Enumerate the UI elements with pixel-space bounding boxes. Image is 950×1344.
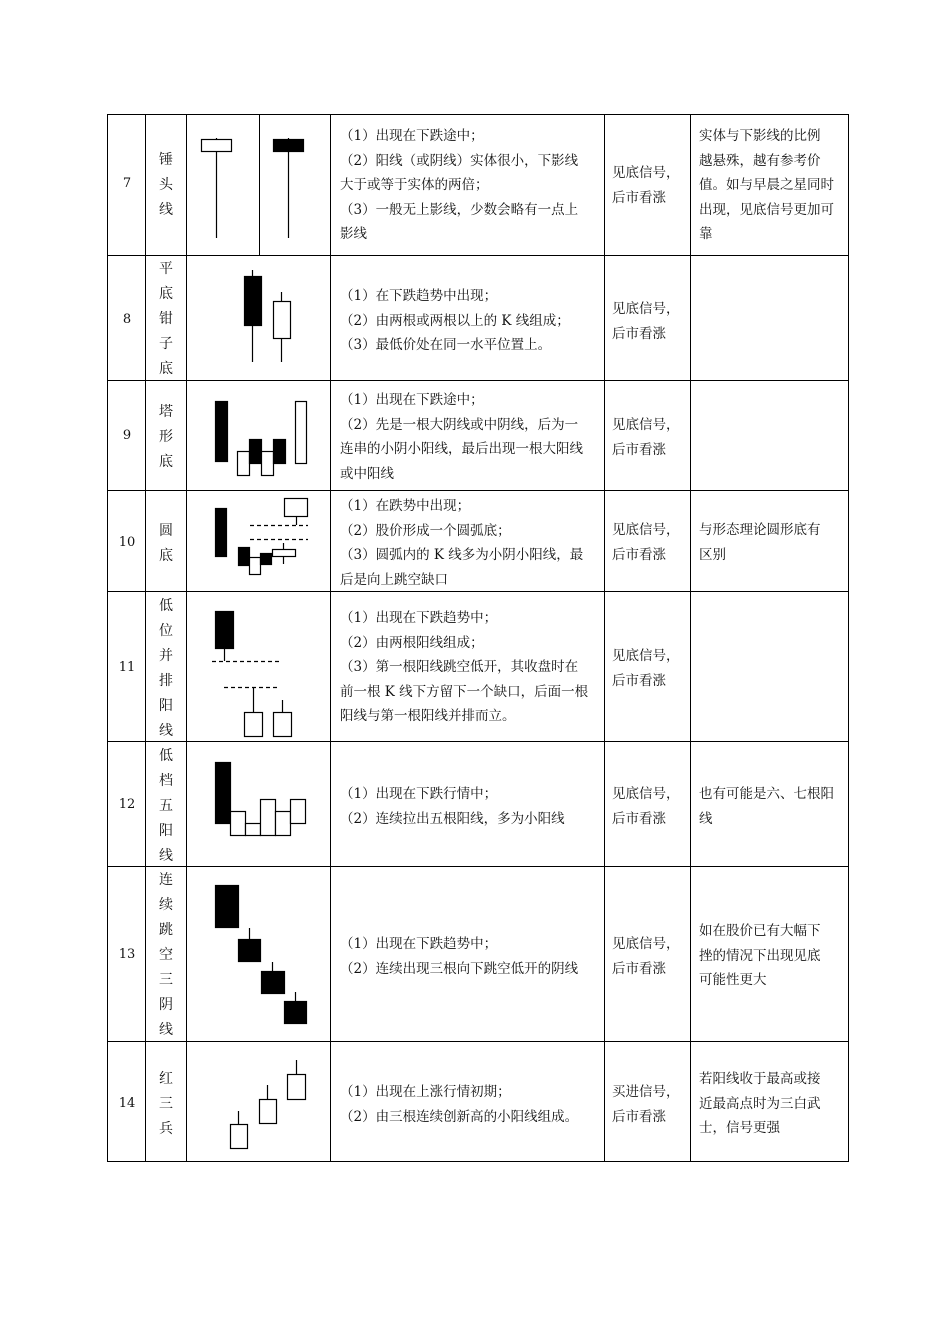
three-soldiers-diagram: [231, 1060, 306, 1149]
pattern-name: 连 续 跳 空 三 阴 线: [159, 872, 173, 1038]
pattern-note: 若阳线收于最高或接 近最高点时为三白武 士，信号更强: [699, 1071, 821, 1136]
pattern-conditions: （1）在下跌趋势中出现； （2）由两根或两根以上的 K 线组成； （3）最低价处在同一水平位置上。: [340, 288, 570, 353]
pattern-conditions: （1）出现在下跌行情中； （2）连续拉出五根阳线，多为小阳线: [340, 786, 565, 827]
pattern-conditions: （1）出现在下跌途中； （2）先是一根大阴线或中阴线，后为一 连串的小阴小阳线，最后出现一根大阳线 或中阳线: [340, 392, 583, 482]
row-number: 9: [122, 428, 132, 443]
pattern-name: 塔 形 底: [159, 404, 173, 470]
three-gap-down-bearish-diagram: [216, 886, 307, 1024]
pattern-conditions: （1）在跌势中出现； （2）股价形成一个圆弧底； （3）圆弧内的 K 线多为小阴小阳线，最 后是向上跳空缺口: [340, 498, 584, 588]
pattern-signal: 见底信号， 后市看涨: [612, 417, 680, 458]
pattern-signal: 见底信号， 后市看涨: [612, 648, 680, 689]
pattern-conditions: （1）出现在下跌趋势中； （2）由两根阳线组成； （3）第一根阳线跳空低开，其收盘时在 前一根 K 线下方留下一个缺口，后面一根 阳线与第一根阳线并排而立。: [340, 610, 589, 724]
pattern-conditions: （1）出现在下跌趋势中； （2）连续出现三根向下跳空低开的阴线: [340, 936, 579, 977]
pattern-name: 平 底 钳 子 底: [159, 261, 173, 377]
row-number: 12: [118, 797, 136, 812]
pattern-note: 如在股价已有大幅下 挫的情况下出现见底 可能性更大: [699, 923, 821, 988]
row-number: 14: [118, 1096, 136, 1111]
tweezer-bottom-diagram: [245, 270, 291, 362]
pattern-note: 也有可能是六、七根阳 线: [699, 786, 834, 827]
row-number: 10: [118, 535, 136, 550]
pattern-name: 低 位 并 排 阳 线: [159, 598, 173, 739]
hammer-diagram: [202, 138, 304, 238]
five-bullish-lines-diagram: [216, 763, 306, 836]
pattern-signal: 见底信号， 后市看涨: [612, 522, 680, 563]
pattern-name: 圆 底: [159, 523, 173, 564]
pattern-signal: 见底信号， 后市看涨: [612, 301, 680, 342]
tower-bottom-diagram: [216, 402, 307, 476]
pattern-name: 红 三 兵: [159, 1071, 173, 1137]
row-number: 11: [118, 660, 136, 675]
pattern-note: 与形态理论圆形底有 区别: [699, 522, 821, 563]
pattern-name: 低 档 五 阳 线: [159, 748, 173, 864]
pattern-name: 锤 头 线: [159, 152, 173, 218]
pattern-signal: 见底信号， 后市看涨: [612, 165, 680, 206]
parallel-bullish-lines-diagram: [212, 612, 292, 737]
pattern-conditions: （1）出现在上涨行情初期； （2）由三根连续创新高的小阳线组成。: [340, 1084, 579, 1125]
rounded-bottom-diagram: [216, 499, 309, 575]
pattern-conditions: （1）出现在下跌途中； （2）阳线（或阴线）实体很小，下影线 大于或等于实体的两倍； （3）一般无上影线，少数会略有一点上 影线: [340, 128, 579, 242]
row-number: 13: [118, 947, 136, 962]
pattern-signal: 买进信号， 后市看涨: [612, 1084, 680, 1125]
pattern-signal: 见底信号， 后市看涨: [612, 936, 680, 977]
pattern-signal: 见底信号， 后市看涨: [612, 786, 680, 827]
row-number: 8: [122, 312, 132, 327]
row-number: 7: [122, 176, 132, 191]
pattern-note: 实体与下影线的比例 越悬殊，越有参考价 值。如与早晨之星同时 出现，见底信号更加可 靠: [699, 128, 834, 242]
